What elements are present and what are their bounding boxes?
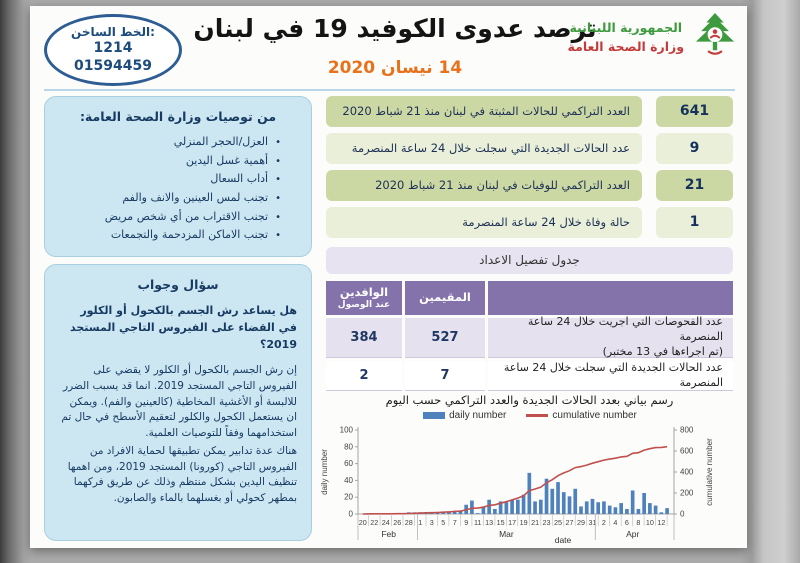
svg-text:27: 27 [565,518,574,527]
recommendation-item: • العزل/الحجر المنزلي [59,133,281,152]
svg-text:Mar: Mar [499,529,514,539]
chart-plot-area [318,422,742,549]
tests-row-label [488,315,733,358]
svg-text:8: 8 [636,518,641,527]
newcases-row-label [488,361,733,391]
svg-text:600: 600 [680,446,694,456]
svg-text:40: 40 [344,475,353,485]
recommendation-item: • أهمية غسل اليدين [59,152,281,171]
svg-text:31: 31 [588,518,597,527]
svg-text:19: 19 [519,518,528,527]
svg-text:10: 10 [645,518,654,527]
recommendations-title: من توصيات وزارة الصحة العامة: [79,109,277,124]
svg-text:6: 6 [624,518,629,527]
report-page [30,6,747,548]
qa-box [44,264,312,541]
hotline-number-long: 01594459 [74,57,152,74]
col-arrivals-label: الوافدين [339,284,389,299]
stats-column [326,96,733,238]
legend-bar-swatch-icon [423,412,445,419]
chart-legend [318,409,742,422]
stat-row [326,170,733,201]
legend-cumulative-label: cumulative number [552,410,637,421]
recommendation-item: • تجنب لمس العينين والانف والفم [59,189,281,208]
hotline-badge [44,14,182,86]
svg-text:28: 28 [404,518,413,527]
svg-text:26: 26 [393,518,402,527]
svg-text:20: 20 [358,518,367,527]
recommendations-box [44,96,312,257]
svg-text:Apr: Apr [626,529,640,539]
details-table [326,281,733,391]
col-residents-label: المقيمين [419,290,471,305]
hotline-label: الخط الساخن: [71,25,155,39]
svg-text:200: 200 [680,488,694,498]
legend-item-cumulative [526,410,636,421]
daily-cumulative-chart [318,409,742,545]
stat-value: 9 [656,133,733,164]
newcases-row-label-main: عدد الحالات الجديدة التي سجلت خلال 24 ساعة المنصرمة [503,360,723,389]
svg-text:800: 800 [680,425,694,435]
stat-gap [642,207,656,238]
svg-text:0: 0 [348,509,353,519]
svg-text:0: 0 [680,509,685,519]
stat-row [326,133,733,164]
svg-text:25: 25 [554,518,562,527]
svg-text:22: 22 [370,518,379,527]
details-banner: جدول تفصيل الاعداد [326,247,733,274]
page-title: ترصد عدوى الكوفيد 19 في لبنان [193,14,597,43]
stat-gap [642,133,656,164]
col-arrivals-sublabel: عند الوصول [337,299,391,310]
hotline-number-short: 1214 [93,40,133,56]
svg-text:80: 80 [344,442,353,452]
col-header-arrivals [326,281,402,315]
recommendation-item: • تجنب الاقتراب من أي شخص مريض [59,208,281,227]
svg-text:24: 24 [381,518,390,527]
svg-text:60: 60 [344,459,353,469]
svg-text:Feb: Feb [381,529,397,539]
ministry-logo [568,12,741,63]
svg-text:2: 2 [601,518,606,527]
stat-label: عدد الحالات الجديدة التي سجلت خلال 24 ساعة المنصرمة [326,133,642,164]
svg-text:21: 21 [531,518,540,527]
svg-text:29: 29 [577,518,585,527]
tests-residents-value: 527 [405,318,485,358]
recommendations-list [59,133,297,245]
stat-label: حالة وفاة خلال 24 ساعة المنصرمة [326,207,642,238]
republic-name: الجمهورية اللبنانية [569,19,683,35]
cedar-tree-icon [689,12,741,63]
svg-text:13: 13 [485,518,494,527]
stat-value: 1 [656,207,733,238]
legend-daily-label: daily number [449,410,507,421]
svg-text:12: 12 [657,518,666,527]
svg-text:1: 1 [418,518,423,527]
tests-arrivals-value: 384 [326,318,402,358]
tests-row-label-main: عدد الفحوصات التي اجريت خلال 24 ساعة المنصرمة [527,315,723,344]
qa-answer-1: إن رش الجسم بالكحول أو الكلور لا يقضي على الفيروس التاجي المستجد 2019. انما قد يسبب الضرر للالبسة أو الأغشية المخاطية (كالعينين والفم). ويمكن ان يستعمل الكحول والكلور لتعقيم الأسطح في حال تم استخدامهما وفقاً للتوصيات العلمية. [61,364,297,440]
newcases-arrivals-value: 2 [326,361,402,391]
legend-line-swatch-icon [526,414,548,417]
stat-label: العدد التراكمي للوفيات في لبنان منذ 21 شباط 2020 [326,170,642,201]
ministry-name: وزارة الصحة العامة [567,38,684,54]
stat-row [326,96,733,127]
svg-text:3: 3 [429,518,434,527]
svg-text:4: 4 [613,518,618,527]
svg-text:11: 11 [473,518,482,527]
svg-text:100: 100 [339,425,353,435]
qa-title: سؤال وجواب [137,277,219,292]
stat-label: العدد التراكمي للحالات المثبتة في لبنان منذ 21 شباط 2020 [326,96,642,127]
recommendation-item: • تجنب الاماكن المزدحمة والتجمعات [59,226,281,245]
svg-text:daily number: daily number [320,449,329,495]
svg-text:5: 5 [441,518,446,527]
svg-text:9: 9 [464,518,469,527]
svg-text:20: 20 [344,492,353,502]
col-header-description [488,281,733,315]
col-header-residents [405,281,485,315]
qa-answer-2: هناك عدة تدابير يمكن تطبيقها لحماية الافراد من الفيروس التاجي (كورونا) المستجد 2019، ومن اهمها تنظيف اليدين بشكل منتظم وذلك عن طريق فركهما بمطهر كحولي أو بغسلهما بالماء والصابون. [67,444,297,505]
stat-value: 21 [656,170,733,201]
newcases-residents-value: 7 [405,361,485,391]
svg-text:15: 15 [496,518,505,527]
recommendation-item: • أداب السعال [59,170,281,189]
legend-item-daily [423,410,506,421]
svg-text:7: 7 [452,518,457,527]
svg-text:17: 17 [508,518,517,527]
header-divider [44,89,735,91]
stat-gap [642,170,656,201]
stat-row [326,207,733,238]
stat-gap [642,96,656,127]
svg-text:date: date [554,535,572,544]
svg-text:cumulative number: cumulative number [705,438,714,506]
svg-text:23: 23 [542,518,551,527]
svg-text:400: 400 [680,467,694,477]
stat-value: 641 [656,96,733,127]
chart-caption: رسم بياني بعدد الحالات الجديدة والعدد التراكمي حسب اليوم [385,393,674,407]
qa-question: هل يساعد رش الجسم بالكحول أو الكلور في القضاء على الفيروس التاجي المستجد 2019؟ [69,304,297,352]
tests-row-label-sub: (تم اجراءها في 13 مختبر) [602,344,723,358]
report-date: 14 نيسان 2020 [327,58,463,78]
ministry-logo-text [568,19,684,57]
